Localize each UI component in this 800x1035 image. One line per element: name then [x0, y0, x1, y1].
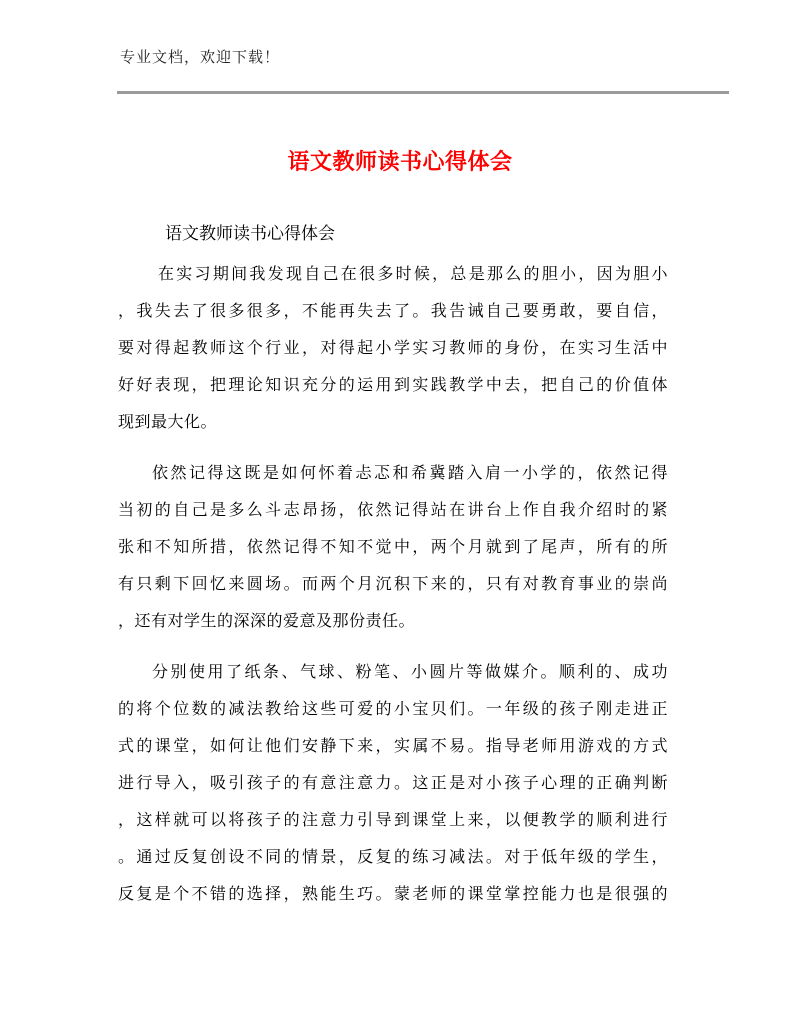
- paragraph-line: 的将个位数的减法教给这些可爱的小宝贝们。一年级的孩子刚走进正: [118, 699, 668, 718]
- paragraph-line: 。通过反复创设不同的情景，反复的练习减法。对于低年级的学生，: [118, 847, 668, 866]
- paragraph: [118, 255, 668, 440]
- paragraph-line: 当初的自己是多么斗志昂扬，依然记得站在讲台上作自我介绍时的紧: [118, 500, 668, 519]
- paragraph-line: 在实习期间我发现自己在很多时候，总是那么的胆小，因为胆小: [158, 264, 668, 283]
- paragraph-line: 有只剩下回忆来圆场。而两个月沉积下来的，只有对教育事业的崇尚: [118, 574, 668, 593]
- paragraph-line: 分别使用了纸条、气球、粉笔、小圆片等做媒介。顺利的、成功: [152, 662, 668, 681]
- paragraph-line: 要对得起教师这个行业，对得起小学实习教师的身份，在实习生活中: [118, 338, 668, 357]
- paragraph-line: ，还有对学生的深深的爱意及那份责任。: [118, 611, 416, 630]
- paragraph-line: 反复是个不错的选择，熟能生巧。蒙老师的课堂掌控能力也是很强的: [118, 884, 668, 903]
- paragraph-line: ，我失去了很多很多，不能再失去了。我告诫自己要勇敢，要自信，: [118, 301, 668, 320]
- document-subtitle: 语文教师读书心得体会: [165, 224, 335, 244]
- paragraph-spacer: [118, 440, 668, 454]
- paragraph-line: ，这样就可以将孩子的注意力引导到课堂上来，以便教学的顺利进行: [118, 810, 668, 829]
- paragraph-line: 现到最大化。: [118, 412, 218, 431]
- paragraph-line: 张和不知所措，依然记得不知不觉中，两个月就到了尾声，所有的所: [118, 537, 668, 556]
- paragraph-line: 好好表现，把理论知识充分的运用到实践教学中去，把自己的价值体: [118, 375, 668, 394]
- header-divider: [117, 91, 729, 94]
- paragraph-line: 依然记得这既是如何怀着忐忑和希冀踏入肩一小学的，依然记得: [152, 463, 668, 482]
- document-body: [118, 255, 668, 912]
- paragraph-spacer: [118, 639, 668, 653]
- document-title: 语文教师读书心得体会: [287, 150, 513, 175]
- header-note: 专业文档，欢迎下载！: [120, 48, 281, 66]
- paragraph-line: 进行导入，吸引孩子的有意注意力。这正是对小孩子心理的正确判断: [118, 773, 668, 792]
- paragraph: [118, 653, 668, 912]
- paragraph: [118, 454, 668, 639]
- paragraph-line: 式的课堂，如何让他们安静下来，实属不易。指导老师用游戏的方式: [118, 736, 668, 755]
